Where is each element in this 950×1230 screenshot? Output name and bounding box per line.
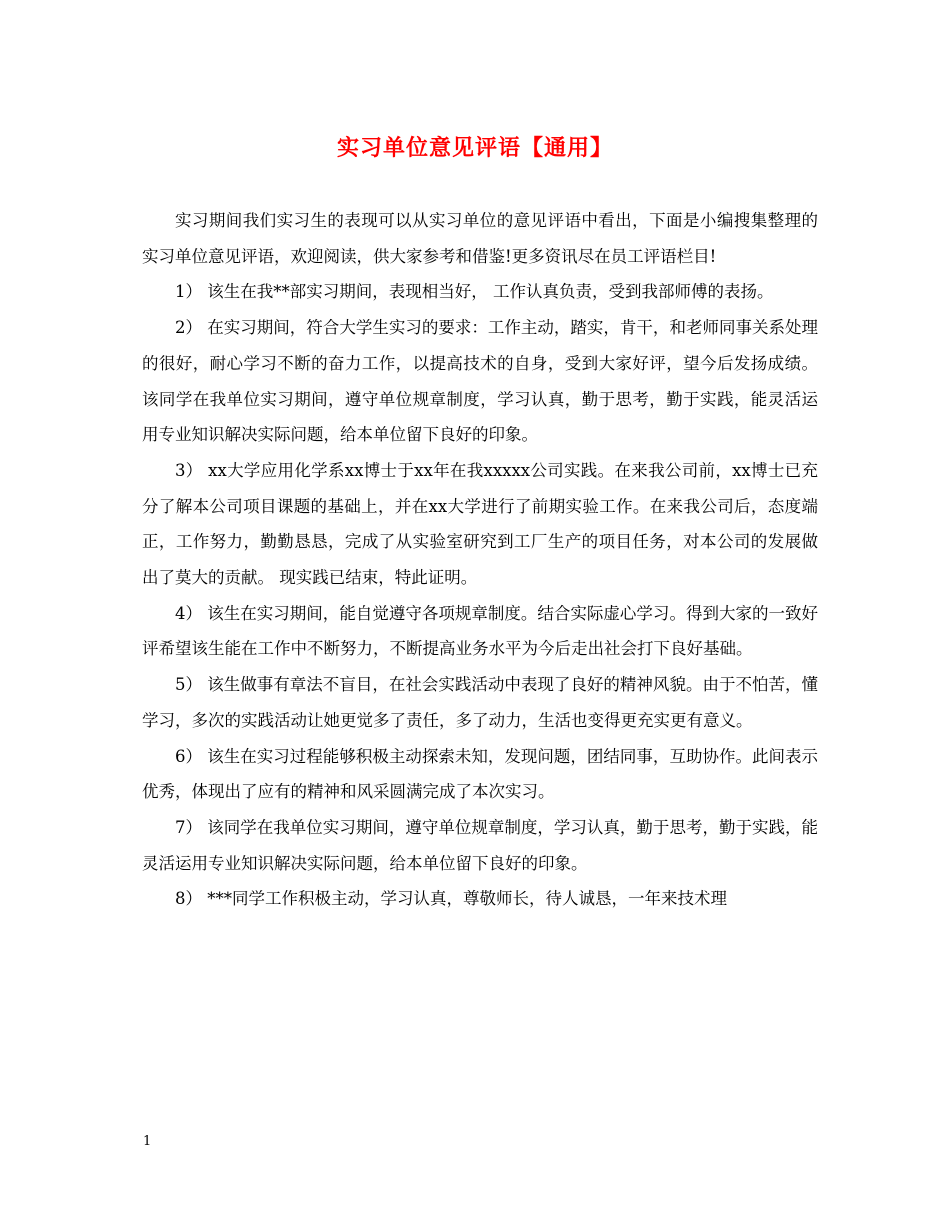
paragraph-intro: 实习期间我们实习生的表现可以从实习单位的意见评语中看出，下面是小编搜集整理的实习单位意见评语，欢迎阅读，供大家参考和借鉴!更多资讯尽在员工评语栏目! — [142, 211, 818, 266]
paragraph-3: 3） xx大学应用化学系xx博士于xx年在我xxxxx公司实践。在来我公司前，xx博士已充分了解本公司项目课题的基础上，并在xx大学进行了前期实验工作。在来我公司后，态度端正，工作努力，勤勤恳恳，完成了从实验室研究到工厂生产的项目任务，对本公司的发展做出了莫大的贡献。 现实践已结束，特此证明。 — [142, 460, 818, 588]
page-number: 1 — [143, 1134, 152, 1149]
paragraph-7: 7） 该同学在我单位实习期间，遵守单位规章制度，学习认真，勤于思考，勤于实践，能灵活运用专业知识解决实际问题，给本单位留下良好的印象。 — [142, 817, 818, 873]
paragraph-2: 2） 在实习期间，符合大学生实习的要求：工作主动，踏实，肯干，和老师同事关系处理的很好，耐心学习不断的奋力工作，以提高技术的自身，受到大家好评，望今后发扬成绩。该同学在我单位实习期间，遵守单位规章制度，学习认真，勤于思考，勤于实践，能灵活运用专业知识解决实际问题，给本单位留下良好的印象。 — [142, 318, 818, 445]
paragraph-4: 4） 该生在实习期间，能自觉遵守各项规章制度。结合实际虚心学习。得到大家的一致好评希望该生能在工作中不断努力，不断提高业务水平为今后走出社会打下良好基础。 — [142, 603, 818, 659]
paragraph-6: 6） 该生在实习过程能够积极主动探索未知，发现问题，团结同事，互助协作。此间表示优秀，体现出了应有的精神和风采圆满完成了本次实习。 — [142, 746, 818, 802]
paragraph-8: 8） ***同学工作积极主动，学习认真，尊敬师长，待人诚恳，一年来技术理 — [175, 889, 727, 909]
document-body — [142, 203, 818, 917]
paragraph-1: 1） 该生在我**部实习期间，表现相当好， 工作认真负责，受到我部师傅的表扬。 — [175, 282, 774, 302]
document-title: 实习单位意见评语【通用】 — [336, 135, 613, 161]
paragraph-5: 5） 该生做事有章法不盲目，在社会实践活动中表现了良好的精神风貌。由于不怕苦，懂学习，多次的实践活动让她更觉多了责任，多了动力，生活也变得更充实更有意义。 — [142, 675, 818, 730]
